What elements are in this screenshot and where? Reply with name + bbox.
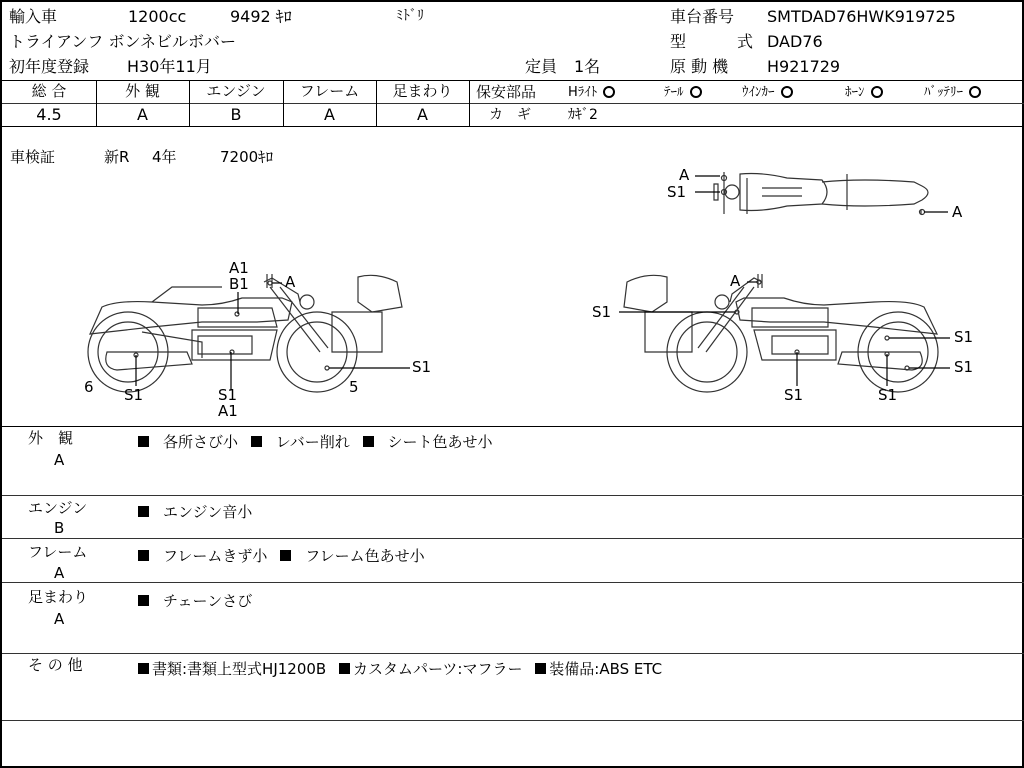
taillight-label: ﾃｰﾙ: [664, 85, 684, 100]
detail-item: 書類:書類上型式HJ1200B: [152, 660, 327, 678]
capacity: 1名: [574, 57, 601, 76]
detail-item: 装備品:ABS ETC: [549, 660, 663, 678]
detail-item: エンジン音小: [163, 503, 253, 521]
motorcycle-diagrams: [2, 2, 1024, 432]
detail-item: カスタムパーツ:マフラー: [353, 660, 523, 678]
color: ﾐﾄﾞﾘ: [396, 8, 424, 24]
inspection-status: 新R: [104, 148, 130, 166]
detail-item: フレームきず小: [163, 547, 268, 565]
detail-exterior-label: 外 観: [28, 429, 74, 447]
winker-label: ｳｲﾝｶｰ: [742, 85, 775, 100]
motorcycle-right-side-drawing: [619, 274, 950, 392]
mileage: 9492 ｷﾛ: [230, 7, 292, 26]
bullet-square-icon: [138, 506, 149, 517]
engine-no-label: 原 動 機: [670, 57, 729, 76]
exterior-grade-label: 外 観: [125, 82, 160, 100]
exterior-grade: A: [137, 105, 148, 124]
left-mark-5: 5: [349, 378, 359, 396]
headlight-label: Hﾗｲﾄ: [568, 85, 598, 100]
bullet-square-icon: [535, 663, 546, 674]
bullet-square-icon: [138, 595, 149, 606]
detail-engine-items: [138, 501, 252, 522]
detail-frame-grade: A: [54, 564, 65, 582]
model-name: トライアンフ ボンネビルボバー: [9, 32, 237, 51]
left-mark-s1-engine: S1: [218, 386, 238, 404]
detail-divider: [2, 720, 1024, 721]
bullet-square-icon: [363, 436, 374, 447]
right-mark-a: A: [730, 272, 741, 290]
detail-item: シート色あせ小: [387, 433, 493, 451]
detail-item: レバー削れ: [275, 433, 350, 451]
inspection-years: 4年: [152, 148, 177, 166]
detail-suspension-grade: A: [54, 610, 65, 628]
bullet-square-icon: [339, 663, 350, 674]
top-mark-a-left: A: [679, 166, 690, 184]
detail-divider: [2, 653, 1024, 654]
motorcycle-top-view-drawing: [695, 172, 948, 215]
detail-exterior-items: [138, 431, 493, 452]
first-registration-label: 初年度登録: [9, 57, 90, 76]
suspension-grade: A: [417, 105, 428, 124]
frame-no: SMTDAD76HWK919725: [767, 7, 956, 26]
detail-divider: [2, 582, 1024, 583]
bullet-square-icon: [138, 663, 149, 674]
first-registration: H30年11月: [127, 57, 212, 76]
engine-no: H921729: [767, 57, 841, 76]
model-code-label-1: 型: [670, 32, 687, 51]
key-value: ｶｷﾞ2: [568, 107, 598, 123]
left-mark-s1-low: S1: [124, 386, 144, 404]
total-grade: 4.5: [36, 105, 62, 124]
frame-grade: A: [324, 105, 335, 124]
detail-exterior-grade: A: [54, 451, 65, 469]
detail-item: フレーム色あせ小: [305, 547, 425, 565]
total-grade-label: 総 合: [31, 82, 67, 100]
battery-label: ﾊﾞｯﾃﾘｰ: [924, 85, 963, 100]
model-code: DAD76: [767, 32, 823, 51]
right-mark-s1-muffler: S1: [878, 386, 898, 404]
key-label: カ ギ: [489, 107, 531, 123]
bullet-square-icon: [251, 436, 262, 447]
right-mark-s1-upper: S1: [954, 328, 974, 346]
left-mark-a1-engine: A1: [218, 402, 238, 420]
detail-other-items: [138, 658, 662, 679]
inspection-mileage: 7200ｷﾛ: [220, 148, 274, 166]
left-mark-6: 6: [84, 378, 94, 396]
detail-frame-label: フレーム: [28, 543, 88, 561]
capacity-label: 定員: [525, 57, 558, 76]
bullet-square-icon: [280, 550, 291, 561]
detail-item: チェーンさび: [163, 592, 253, 610]
engine-grade-label: エンジン: [206, 82, 266, 100]
detail-divider: [2, 538, 1024, 539]
detail-divider: [2, 495, 1024, 496]
displacement: 1200cc: [128, 7, 187, 26]
detail-engine-grade: B: [54, 519, 65, 537]
left-mark-b1: B1: [229, 275, 249, 293]
motorcycle-left-side-drawing: [88, 274, 410, 392]
import-label: 輸入車: [9, 7, 58, 26]
right-mark-s1-engine: S1: [784, 386, 804, 404]
detail-suspension-label: 足まわり: [28, 588, 89, 606]
detail-top-border: [2, 426, 1024, 427]
bullet-square-icon: [138, 550, 149, 561]
detail-item: 各所さび小: [163, 433, 239, 451]
top-mark-s1-left: S1: [667, 183, 687, 201]
left-mark-a1: A1: [229, 259, 249, 277]
engine-grade: B: [230, 105, 242, 124]
left-mark-a: A: [285, 273, 296, 291]
horn-label: ﾎｰﾝ: [845, 85, 865, 100]
frame-grade-label: フレーム: [299, 82, 360, 100]
frame-no-label: 車台番号: [670, 7, 735, 26]
safety-label: 保安部品: [476, 83, 537, 101]
left-mark-s1-rear: S1: [412, 358, 432, 376]
bullet-square-icon: [138, 436, 149, 447]
right-mark-s1-bag: S1: [592, 303, 612, 321]
detail-frame-items: [138, 545, 425, 566]
detail-suspension-items: [138, 590, 252, 611]
top-mark-a-right: A: [952, 203, 963, 221]
model-code-label-2: 式: [737, 32, 754, 51]
inspection-label: 車検証: [10, 148, 56, 166]
right-mark-s1-lower: S1: [954, 358, 974, 376]
suspension-grade-label: 足まわり: [392, 82, 453, 100]
detail-other-label: そ の 他: [28, 656, 83, 674]
detail-engine-label: エンジン: [28, 499, 88, 517]
